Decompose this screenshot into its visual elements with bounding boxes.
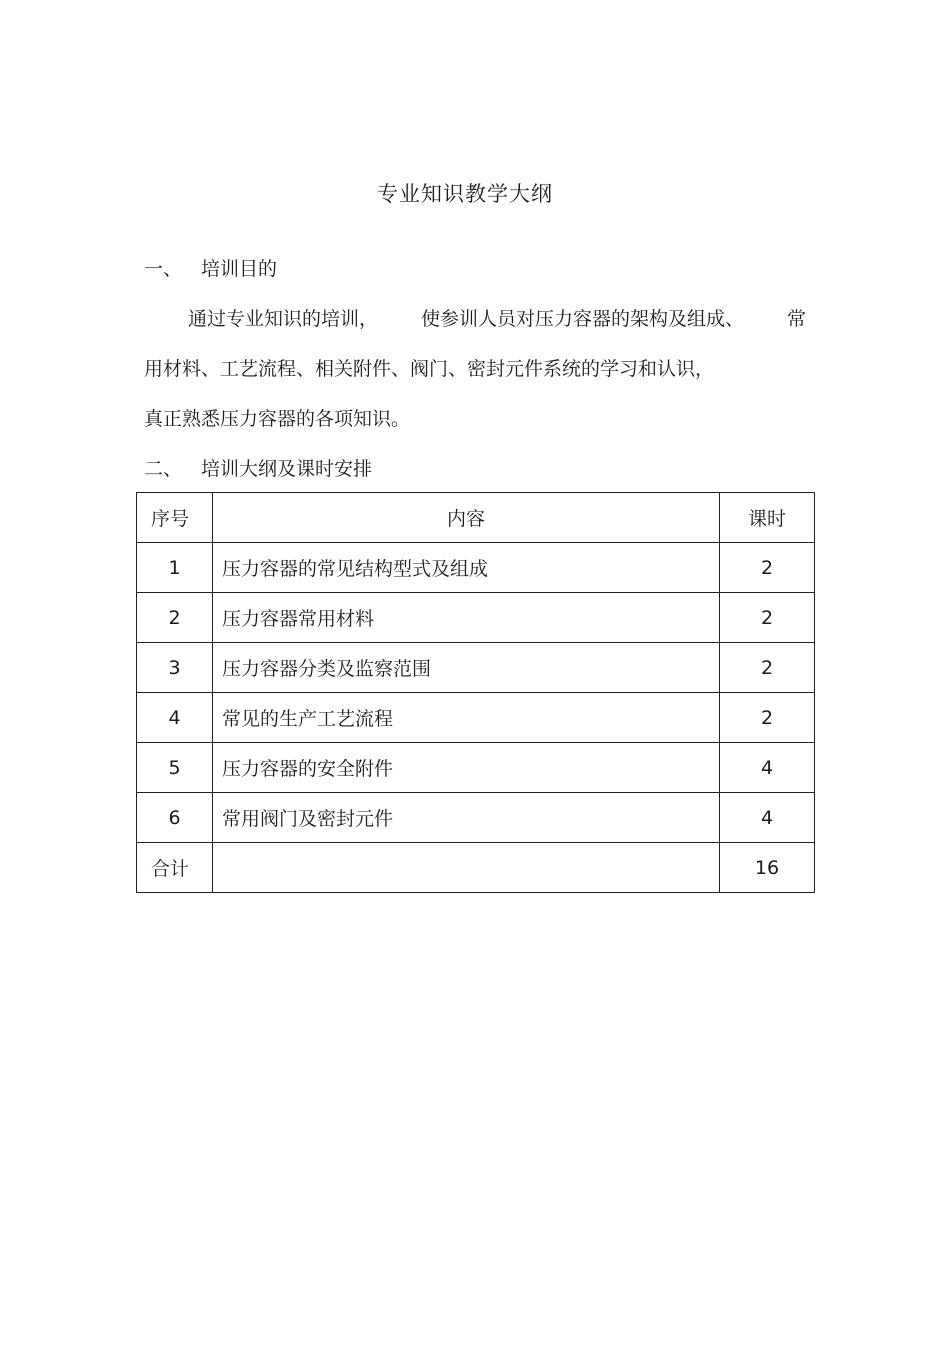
paragraph-line: 用材料、工艺流程、相关附件、阀门、密封元件系统的学习和认识， [144,358,715,380]
table-row [137,743,815,793]
document-title: 专业知识教学大纲 [377,182,553,206]
paragraph-text: 常 [786,308,806,330]
cell-hours: 2 [720,543,815,593]
table-row [137,793,815,843]
cell-seq: 5 [137,743,213,793]
course-hours-table [136,492,815,893]
cell-content: 常见的生产工艺流程 [213,693,720,743]
table-header-row [137,493,815,543]
cell-seq: 2 [137,593,213,643]
table-row [137,643,815,693]
table-row [137,543,815,593]
cell-hours: 2 [720,593,815,643]
cell-content: 压力容器的常见结构型式及组成 [213,543,720,593]
cell-hours: 2 [720,643,815,693]
paragraph-text: 通过专业知识的培训， [188,308,379,330]
cell-seq: 3 [137,643,213,693]
header-hours: 课时 [720,493,815,543]
cell-hours: 4 [720,793,815,843]
total-hours: 16 [720,843,815,893]
cell-hours: 4 [720,743,815,793]
section-title: 培训目的 [201,258,278,280]
cell-content: 常用阀门及密封元件 [213,793,720,843]
table-row [137,693,815,743]
section-number: 二、 [144,458,183,480]
section-title: 培训大纲及课时安排 [201,458,373,480]
cell-content: 压力容器的安全附件 [213,743,720,793]
cell-content: 压力容器分类及监察范围 [213,643,720,693]
paragraph-line: 真正熟悉压力容器的各项知识。 [144,408,411,430]
header-seq: 序号 [137,493,213,543]
paragraph-text: 使参训人员对压力容器的架构及组成、 [420,308,744,330]
section-number: 一、 [144,258,183,280]
total-label: 合计 [137,843,213,893]
cell-hours: 2 [720,693,815,743]
section-heading-objective [144,254,277,281]
cell-seq: 6 [137,793,213,843]
cell-seq: 4 [137,693,213,743]
section-heading-outline [144,454,372,481]
cell-seq: 1 [137,543,213,593]
table-total-row [137,843,815,893]
total-content [213,843,720,893]
table-row [137,593,815,643]
header-content: 内容 [213,493,720,543]
cell-content: 压力容器常用材料 [213,593,720,643]
paragraph-line [188,304,806,331]
